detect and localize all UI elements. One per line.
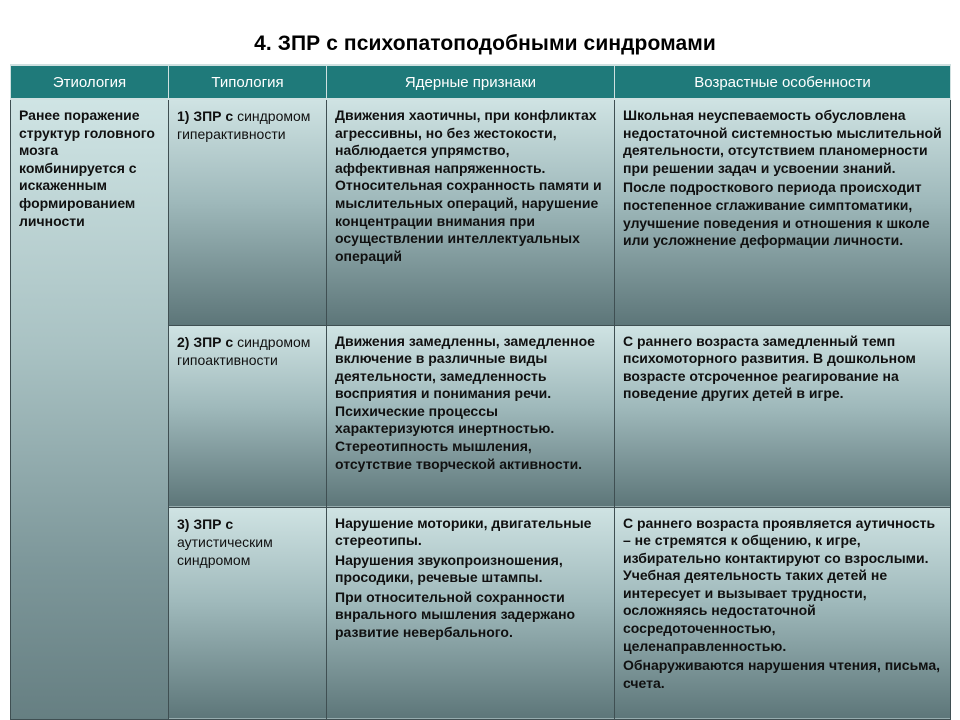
typology-label: аутистическим синдромом bbox=[177, 533, 273, 568]
table-header-row bbox=[11, 65, 951, 99]
typology-cell bbox=[169, 325, 327, 507]
syndromes-table bbox=[10, 64, 951, 720]
age-features-text: Школьная неуспеваемость обусловлена недостаточной системностью мыслительной деятельности, отсутствием планомерности при решении задач и усвоении знаний. bbox=[623, 107, 942, 176]
age-features-text: С раннего возраста проявляется аутичность – не стремятся к общению, к игре, избирательно контактируют со взрослыми. Учебная деятельность таких детей не интересует и вызывает трудности, осложняясь недостаточной сосредоточенностью, целенаправленностью. bbox=[623, 514, 936, 654]
age-features-cell bbox=[615, 507, 951, 720]
header-typology: Типология bbox=[169, 65, 327, 99]
typology-number: 3) ЗПР с bbox=[177, 515, 234, 532]
core-signs-cell bbox=[327, 325, 615, 507]
header-etiology: Этиология bbox=[11, 65, 169, 99]
etiology-text: Ранее поражение структур головного мозга комбинируется с искаженным формированием личности bbox=[19, 107, 155, 229]
typology-label: синдромом гиперактивности bbox=[177, 108, 311, 142]
core-signs-text: Движения замедленны, замедленное включение в различные виды деятельности, замедленность восприятия и понимания речи. Психические процессы характеризуются инертностью. Стереотипность мышления, отсутствие творческой активности. bbox=[335, 332, 595, 472]
etiology-cell bbox=[11, 99, 169, 720]
age-features-text: С раннего возраста замедленный темп психомоторного развития. В дошкольном возрасте отсроченное реагирование на поведение других детей в игре. bbox=[623, 332, 916, 402]
core-signs-text: Движения хаотичны, при конфликтах агрессивны, но без жестокости, наблюдается упрямство, аффективная напряженность. Относительная сохранность памяти и мыслительных операций, нарушение концентрации внимания при осуществлении интеллектуальных операций bbox=[335, 107, 602, 264]
typology-number: 1) ЗПР с bbox=[177, 108, 234, 124]
typology-label: синдромом гипоактивности bbox=[177, 333, 311, 368]
age-features-text: После подросткового периода происходит постепенное сглаживание симптоматики, улучшение поведения и отношения к школе или усложнение деформации личности. bbox=[623, 179, 930, 249]
header-core-signs: Ядерные признаки bbox=[327, 65, 615, 99]
table-row bbox=[11, 99, 951, 325]
slide-title: 4. ЗПР с психопатоподобными синдромами bbox=[254, 32, 716, 55]
core-signs-text: Нарушение моторики, двигательные стереотипы. bbox=[335, 514, 592, 549]
age-features-cell bbox=[615, 99, 951, 325]
typology-cell bbox=[169, 99, 327, 325]
core-signs-cell bbox=[327, 99, 615, 325]
age-features-cell bbox=[615, 325, 951, 507]
core-signs-text: Нарушения звукопроизношения, просодики, речевые штампы. bbox=[335, 551, 563, 586]
age-features-text: Обнаруживаются нарушения чтения, письма, счета. bbox=[623, 657, 941, 691]
core-signs-text: При относительной сохранности внрального мышления задержано развитие невербального. bbox=[335, 588, 576, 641]
core-signs-cell bbox=[327, 507, 615, 720]
header-age-features: Возрастные особенности bbox=[615, 65, 951, 99]
typology-cell bbox=[169, 507, 327, 720]
typology-number: 2) ЗПР с bbox=[177, 333, 234, 350]
